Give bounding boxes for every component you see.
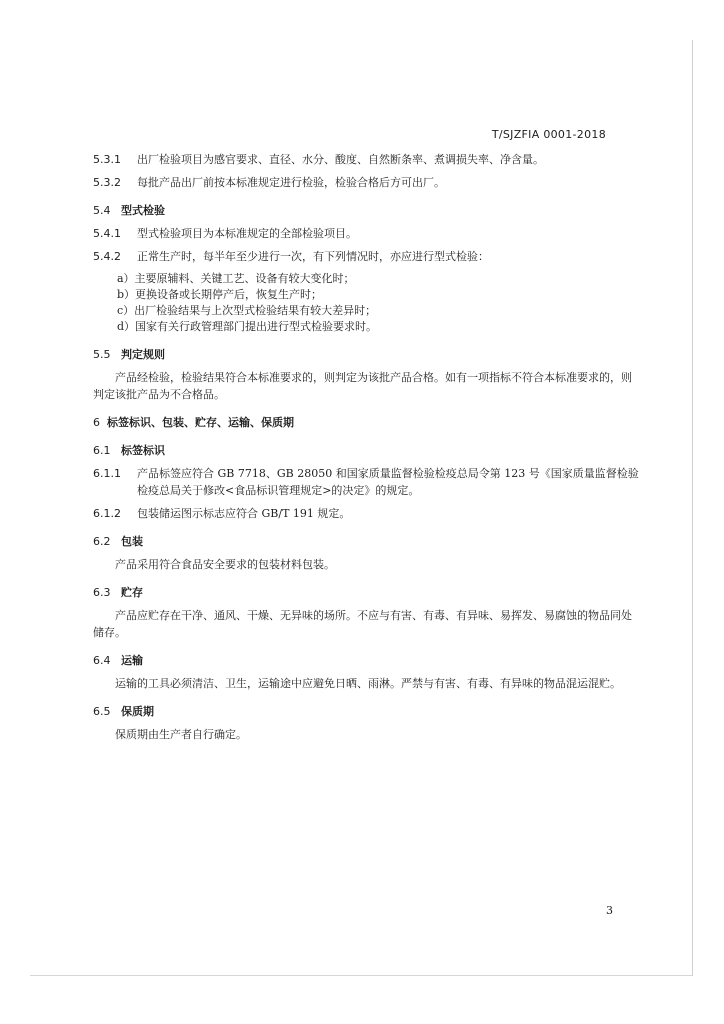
clause-6-1-2 — [93, 505, 641, 522]
heading-6-4 — [93, 652, 641, 669]
clause-number: 5.4.2 — [93, 250, 121, 263]
clause-text: 出厂检验项目为感官要求、直径、水分、酸度、自然断条率、煮调损失率、净含量。 — [137, 153, 544, 166]
clause-5-4-2 — [93, 248, 641, 265]
clause-text: 型式检验项目为本标准规定的全部检验项目。 — [137, 227, 357, 240]
document-code: T/SJZFIA 0001-2018 — [491, 128, 606, 141]
clause-text: 包装储运图示标志应符合 GB/T 191 规定。 — [137, 507, 351, 520]
condition-list — [93, 271, 641, 335]
heading-number: 6.2 — [93, 535, 111, 548]
heading-number: 6.1 — [93, 444, 111, 457]
heading-number: 5.5 — [93, 348, 111, 361]
heading-title: 判定规则 — [121, 348, 165, 361]
heading-5-5 — [93, 346, 641, 363]
heading-title: 运输 — [121, 654, 143, 667]
clause-6-1-1 — [93, 465, 641, 499]
page-number: 3 — [606, 904, 613, 917]
heading-number: 6.3 — [93, 586, 111, 599]
document-body — [93, 151, 641, 749]
paragraph-6-2: 产品采用符合食品安全要求的包装材料包装。 — [115, 558, 335, 571]
heading-5-4 — [93, 202, 641, 219]
clause-text: 产品标签应符合 GB 7718、GB 28050 和国家质量监督检验检疫总局令第 123 号《国家质量监督检验检疫总局关于修改<食品标识管理规定>的决定》的规定。 — [137, 467, 639, 497]
clause-number: 5.3.2 — [93, 176, 121, 189]
heading-title: 标签标识、包装、贮存、运输、保质期 — [107, 416, 294, 429]
list-item: c）出厂检验结果与上次型式检验结果有较大差异时； — [117, 304, 377, 317]
list-item: b）更换设备或长期停产后，恢复生产时； — [117, 288, 323, 301]
heading-title: 型式检验 — [121, 204, 165, 217]
heading-number: 6.5 — [93, 705, 111, 718]
heading-number: 6 — [93, 416, 100, 429]
paragraph-6-3: 产品应贮存在干净、通风、干燥、无异味的场所。不应与有害、有毒、有异味、易挥发、易腐蚀的物品同处储存。 — [93, 609, 632, 639]
clause-text: 正常生产时，每半年至少进行一次，有下列情况时，亦应进行型式检验： — [137, 250, 489, 263]
paragraph-6-4: 运输的工具必须清洁、卫生，运输途中应避免日晒、雨淋。严禁与有害、有毒、有异味的物品混运混贮。 — [115, 677, 621, 690]
list-item: d）国家有关行政管理部门提出进行型式检验要求时。 — [117, 320, 378, 333]
heading-title: 贮存 — [121, 586, 143, 599]
list-item: a）主要原辅料、关键工艺、设备有较大变化时； — [117, 272, 355, 285]
clause-number: 5.4.1 — [93, 227, 121, 240]
heading-6-2 — [93, 533, 641, 550]
heading-6-5 — [93, 703, 641, 720]
heading-6-3 — [93, 584, 641, 601]
clause-number: 5.3.1 — [93, 153, 121, 166]
paragraph-6-5: 保质期由生产者自行确定。 — [115, 728, 247, 741]
clause-5-3-1 — [93, 151, 641, 168]
heading-title: 保质期 — [121, 705, 154, 718]
clause-number: 6.1.1 — [93, 467, 121, 480]
clause-number: 6.1.2 — [93, 507, 121, 520]
heading-title: 包装 — [121, 535, 143, 548]
clause-text: 每批产品出厂前按本标准规定进行检验，检验合格后方可出厂。 — [137, 176, 445, 189]
heading-number: 6.4 — [93, 654, 111, 667]
heading-number: 5.4 — [93, 204, 111, 217]
heading-6-1 — [93, 442, 641, 459]
clause-5-3-2 — [93, 174, 641, 191]
paragraph-5-5: 产品经检验，检验结果符合本标准要求的，则判定为该批产品合格。如有一项指标不符合本标准要求的，则判定该批产品为不合格品。 — [93, 371, 632, 401]
heading-title: 标签标识 — [121, 444, 165, 457]
clause-5-4-1 — [93, 225, 641, 242]
heading-6 — [93, 414, 641, 431]
